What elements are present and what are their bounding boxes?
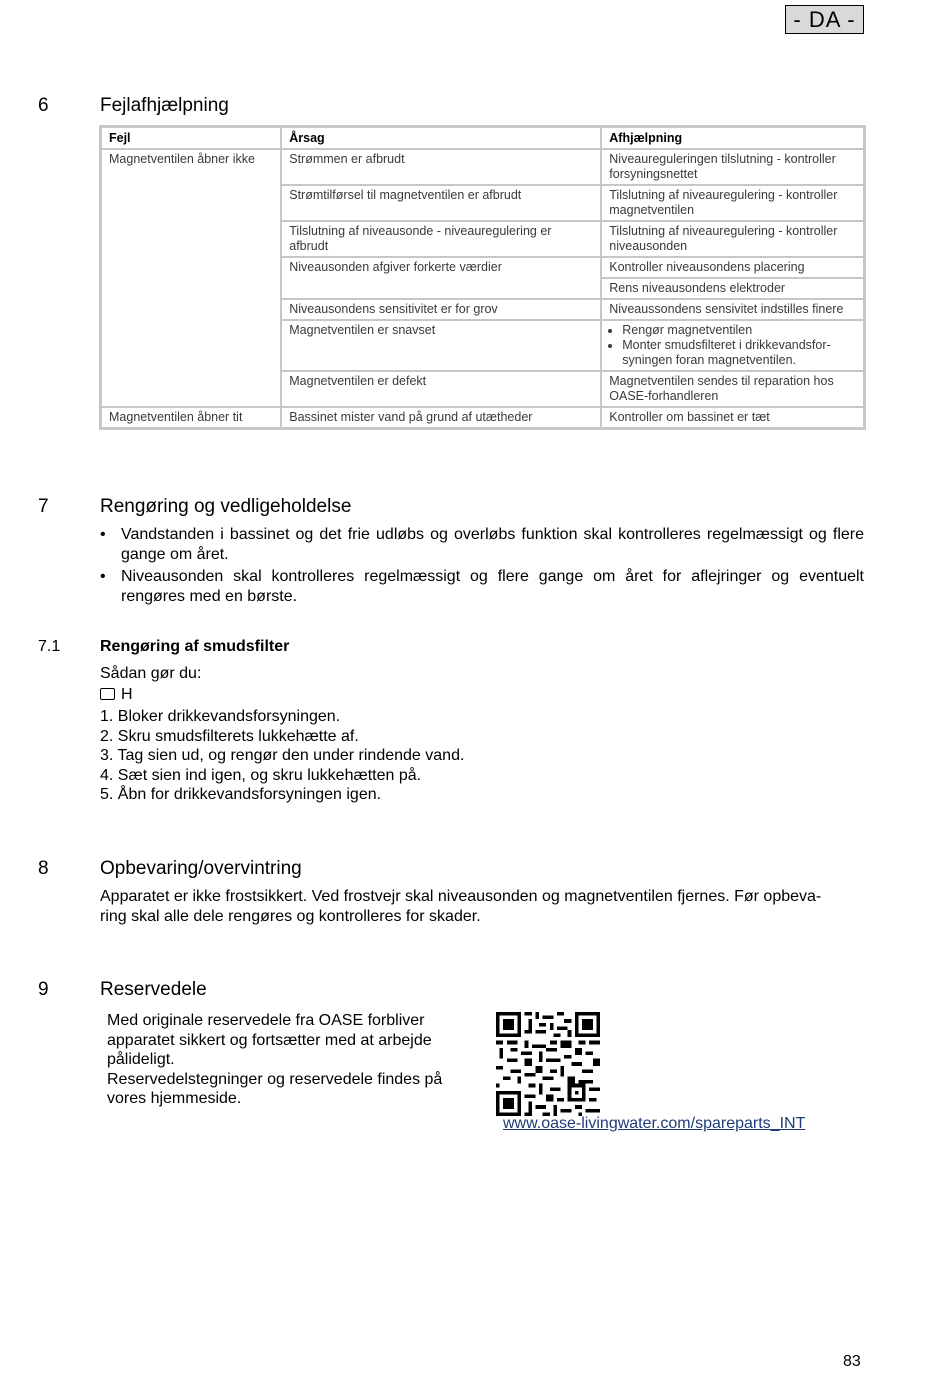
troubleshooting-table (99, 125, 866, 430)
maintenance-bullets (100, 525, 864, 609)
cause-cell: Strømtilførsel til magnetventilen er afbrudt (281, 185, 601, 221)
cause-cell: Bassinet mister vand på grund af utætheder (281, 407, 601, 428)
section-title: Reservedele (100, 979, 207, 1000)
remedy-item: • Rengør magnetventilen (622, 323, 856, 338)
cause-cell: Magnetventilen er defekt (281, 371, 601, 407)
paragraph-line: Med originale reservedele fra OASE forbliver (107, 1012, 425, 1029)
remedy-cell: Niveaussondens sensivitet indstilles finere (601, 299, 864, 320)
fault-cell: Magnetventilen åbner ikke (101, 149, 281, 407)
paragraph-line: Reservedelstegninger og reservedele findes på (107, 1070, 443, 1088)
step-item: 3. Tag sien ud, og rengør den under rindende vand. (100, 747, 465, 764)
bullet-item: • Niveausonden skal kontrolleres regelmæssigt og flere gange om året for aflejringer og eventuelt rengøres med en børste. (100, 567, 864, 606)
remedy-cell: Tilslutning af niveauregulering - kontroller niveausonden (601, 221, 864, 257)
paragraph-line: apparatet sikkert og fortsætter med at arbejde (107, 1031, 432, 1049)
remedy-cell: Niveaureguleringen tilslutning - kontroller forsyningsnettet (601, 149, 864, 185)
remedy-cell: Tilslutning af niveauregulering - kontroller magnetventilen (601, 185, 864, 221)
remedy-item: • Monter smudsfilteret i drikkevandsfor-syningen foran magnetventilen. (622, 338, 856, 368)
remedy-cell: Magnetventilen sendes til reparation hos OASE-forhandleren (601, 371, 864, 407)
language-badge: - DA - (785, 5, 864, 34)
paragraph-line: pålideligt. (107, 1051, 175, 1068)
remedy-cell: Kontroller om bassinet er tæt (601, 407, 864, 428)
cause-cell: Niveausonden afgiver forkerte værdier (281, 257, 601, 299)
page-number: 83 (843, 1353, 861, 1370)
cause-cell: Tilslutning af niveausonde - niveauregulering er afbrudt (281, 221, 601, 257)
section-title: Rengøring og vedligeholdelse (100, 496, 352, 517)
col-header-cause: Årsag (281, 127, 601, 149)
bullet-item: • Vandstanden i bassinet og det frie udløbs og overløbs funktion skal kontrolleres regelmæssigt og flere gange om året. (100, 525, 864, 564)
qr-code[interactable] (496, 1012, 600, 1116)
cause-cell: Niveausondens sensitivitet er for grov (281, 299, 601, 320)
spareparts-link[interactable]: www.oase-livingwater.com/spareparts_INT (503, 1115, 806, 1132)
step-item: 4. Sæt sien ind igen, og skru lukkehætten på. (100, 766, 422, 784)
section-number: 6 (38, 95, 49, 116)
col-header-fault: Fejl (101, 127, 281, 149)
remedy-list (609, 323, 856, 368)
remedy-cell (601, 320, 864, 371)
figure-letter: H (121, 686, 133, 703)
steps-list (100, 707, 464, 805)
cause-cell: Strømmen er afbrudt (281, 149, 601, 185)
fault-cell: Magnetventilen åbner tit (101, 407, 281, 428)
table-row (101, 407, 864, 428)
step-item: 5. Åbn for drikkevandsforsyningen igen. (100, 786, 382, 803)
section-number: 7 (38, 496, 49, 517)
section-title: Fejlafhjælpning (100, 95, 229, 116)
figure-box-icon (100, 688, 115, 700)
section-number: 9 (38, 979, 49, 1000)
remedy-cell: Rens niveausondens elektroder (601, 278, 864, 299)
storage-paragraph (100, 887, 870, 926)
paragraph-line: Apparatet er ikke frostsikkert. Ved frostvejr skal niveausonden og magnetventilen fjernes. Før opbeva- (100, 888, 822, 905)
section-number: 8 (38, 858, 49, 879)
col-header-remedy: Afhjælpning (601, 127, 864, 149)
subsection-number: 7.1 (38, 638, 61, 655)
step-item: 1. Bloker drikkevandsforsyningen. (100, 708, 341, 725)
remedy-cell: Kontroller niveausondens placering (601, 257, 864, 278)
section-title: Opbevaring/overvintring (100, 858, 302, 879)
step-item: 2. Skru smudsfilterets lukkehætte af. (100, 727, 359, 745)
paragraph-line: ring skal alle dele rengøres og kontrolleres for skader. (100, 907, 481, 925)
spareparts-paragraph (107, 1011, 442, 1109)
paragraph-line: vores hjemmeside. (107, 1090, 242, 1107)
table-row (101, 149, 864, 185)
instructions-intro: Sådan gør du: (100, 665, 202, 682)
subsection-title: Rengøring af smudsfilter (100, 638, 290, 655)
figure-reference (100, 685, 133, 705)
cause-cell: Magnetventilen er snavset (281, 320, 601, 371)
table-header-row (101, 127, 864, 149)
